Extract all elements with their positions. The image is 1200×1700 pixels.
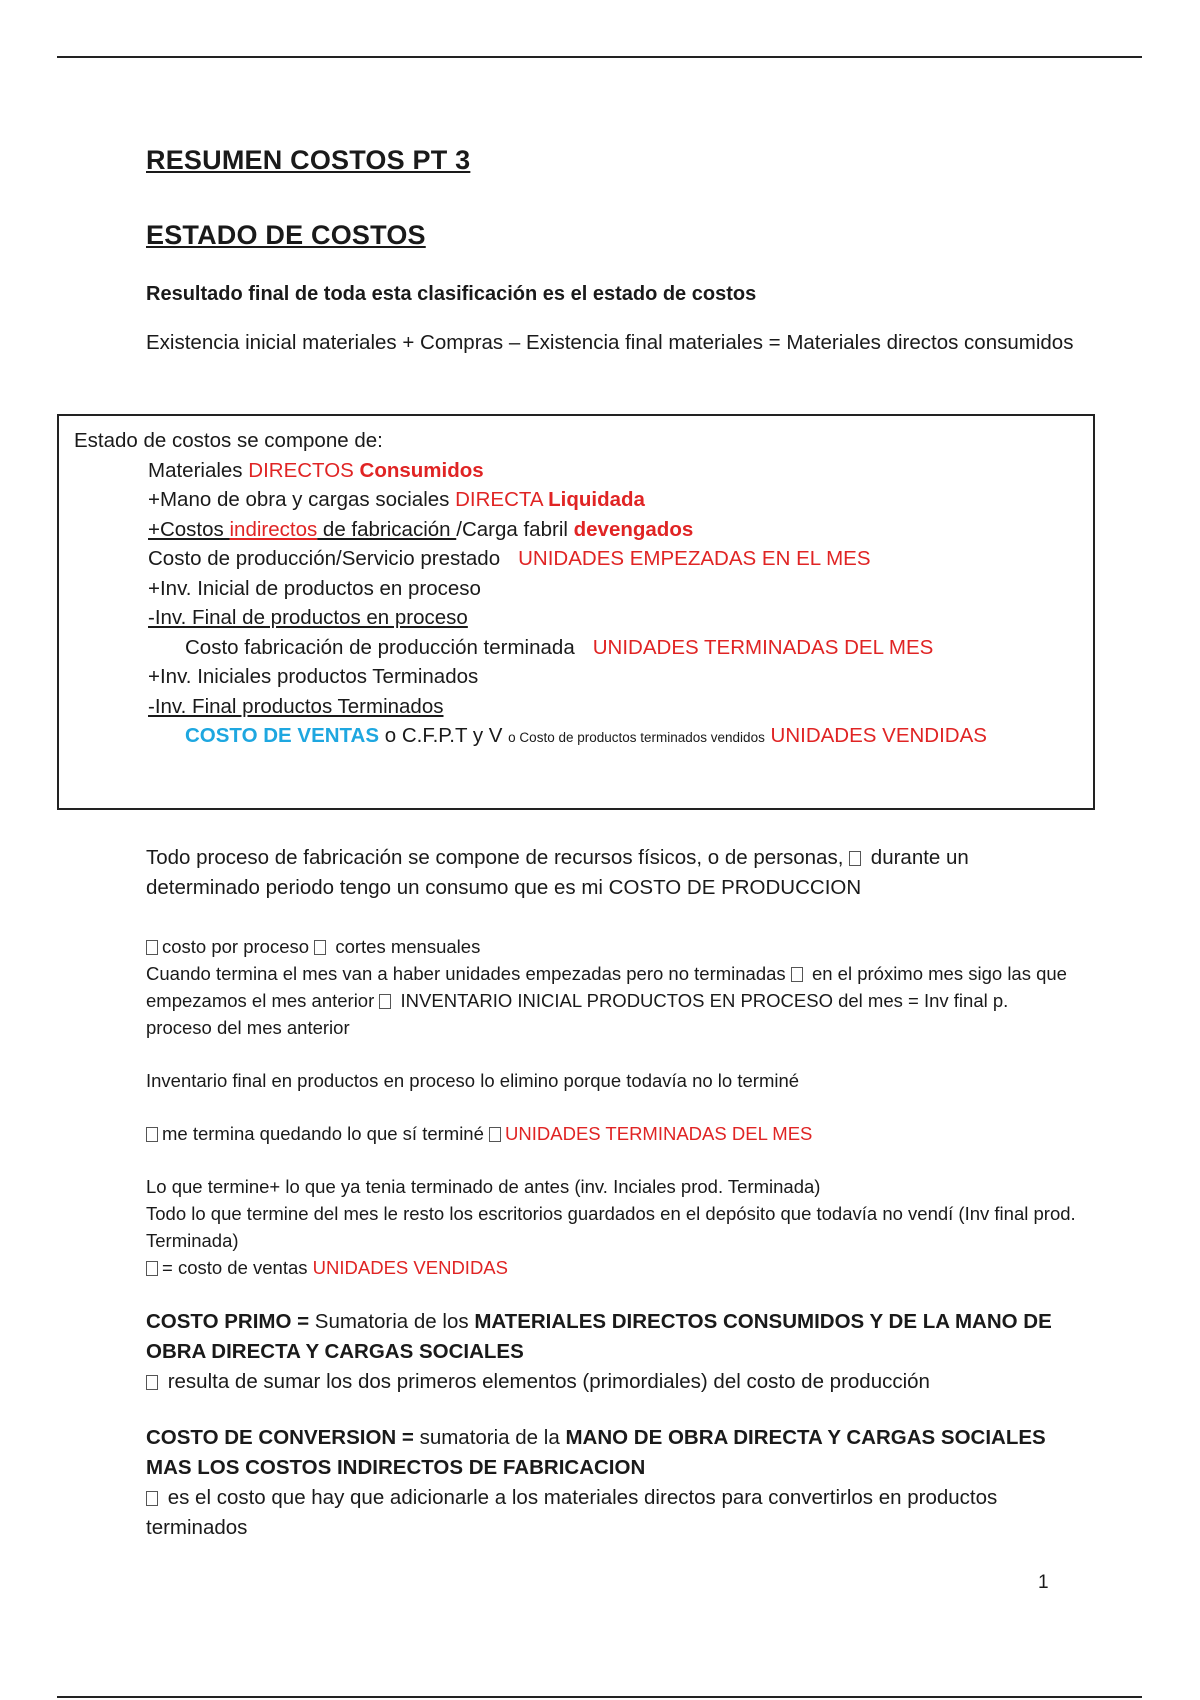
lead-text: Resultado final de toda esta clasificación es el estado de costos (146, 283, 757, 305)
text-red-bold: Liquidada (548, 488, 645, 511)
top-rule (57, 56, 1142, 58)
text: -Inv. Final productos Terminados (148, 694, 444, 718)
arrow-symbol-icon (146, 1261, 158, 1276)
line-inv-initial-finished: +Inv. Iniciales productos Terminados (148, 665, 479, 688)
page-title: RESUMEN COSTOS PT 3 (146, 145, 471, 175)
section-title: ESTADO DE COSTOS (146, 220, 426, 250)
paragraph-sales (146, 1173, 1076, 1281)
arrow-symbol-icon (314, 940, 326, 955)
text: en el próximo mes sigo las que empezamos el mes anterior (146, 963, 1067, 1011)
text-red: UNIDADES TERMINADAS DEL MES (592, 635, 934, 659)
page-number: 1 (1038, 1572, 1049, 1593)
line-inv-initial-process: +Inv. Inicial de productos en proceso (148, 576, 481, 600)
text: resulta de sumar los dos primeros elementos (primordiales) del costo de producción (162, 1370, 930, 1393)
text-red: UNIDADES TERMINADAS DEL MES (505, 1123, 813, 1144)
text: Todo proceso de fabricación se compone de recursos físicos, o de personas, (146, 846, 844, 869)
arrow-symbol-icon (379, 994, 391, 1009)
bottom-rule (57, 1696, 1142, 1698)
text: durante un determinado periodo tengo un consumo que es mi COSTO DE PRODUCCION (146, 846, 969, 899)
materials-formula: Existencia inicial materiales + Compras – Existencia final materiales = Materiales directos consumidos (146, 331, 1074, 354)
text-red: indirectos (229, 517, 318, 541)
text: Cuando termina el mes van a haber unidades empezadas pero no terminadas (146, 963, 786, 984)
text: me termina quedando lo que sí terminé (162, 1123, 484, 1144)
arrow-symbol-icon (146, 1375, 158, 1390)
arrow-symbol-icon (146, 1127, 158, 1142)
text-red: UNIDADES VENDIDAS (764, 724, 987, 747)
text: Materiales (148, 458, 249, 482)
text-bold: COSTO DE CONVERSION = (146, 1426, 420, 1449)
text-red: DIRECTA (455, 488, 549, 511)
text: es el costo que hay que adicionarle a los materiales directos para convertirlos en productos terminados (146, 1486, 998, 1539)
arrow-symbol-icon (146, 1491, 158, 1506)
document-header (146, 145, 1076, 358)
text: +Mano de obra y cargas sociales (148, 488, 456, 511)
line-inv-final-process (74, 603, 1074, 633)
text: sumatoria de la (419, 1426, 566, 1449)
line-materials (74, 456, 1074, 486)
text: Sumatoria de los (314, 1310, 475, 1333)
arrow-symbol-icon (791, 967, 803, 982)
paragraph-finished (146, 1120, 1076, 1147)
arrow-symbol-icon (489, 1127, 501, 1142)
text: +Costos (148, 517, 230, 541)
text-red: DIRECTOS (248, 458, 360, 482)
text: o C.F.P.T y V (379, 724, 509, 747)
paragraph-prime-cost (146, 1307, 1076, 1397)
line-production-cost (74, 544, 1074, 574)
line-labor (74, 485, 1074, 515)
text-red-bold: devengados (573, 517, 694, 541)
text: de fabricación (317, 517, 457, 541)
cost-statement-box (57, 414, 1095, 810)
text-bold: COSTO PRIMO = (146, 1310, 315, 1333)
text-red-bold: Consumidos (359, 458, 484, 482)
text: /Carga fabril (456, 517, 574, 541)
text-bold: MATERIALES DIRECTOS CONSUMIDOS Y DE LA MANO DE OBRA DIRECTA Y CARGAS SOCIALES (146, 1310, 1052, 1363)
text: costo por proceso (162, 936, 310, 957)
arrow-symbol-icon (146, 940, 158, 955)
line-inv-final-finished (74, 692, 1074, 722)
text-blue: COSTO DE VENTAS (185, 724, 380, 747)
text: -Inv. Final de productos en proceso (148, 606, 468, 629)
text: cortes mensuales (330, 936, 481, 957)
paragraph-final-inventory: Inventario final en productos en proceso lo elimino porque todavía no lo terminé (146, 1070, 800, 1091)
text-red: UNIDADES EMPEZADAS EN EL MES (518, 547, 871, 570)
text: Lo que termine+ lo que ya tenia terminado de antes (inv. Inciales prod. Terminada) (146, 1176, 821, 1197)
text: INVENTARIO INICIAL PRODUCTOS EN PROCESO del mes = Inv final p. proceso del mes anterior (146, 990, 1009, 1038)
line-indirect (74, 515, 1074, 545)
text: Todo lo que termine del mes le resto los escritorios guardados en el depósito que todavía no vendí (Inv final prod. Terminada) (146, 1203, 1076, 1251)
text-small: o Costo de productos terminados vendidos (508, 730, 765, 745)
arrow-symbol-icon (849, 851, 861, 866)
paragraph-process (146, 933, 1076, 1041)
text-bold: MANO DE OBRA DIRECTA Y CARGAS SOCIALES MAS LOS COSTOS INDIRECTOS DE FABRICACION (146, 1426, 1046, 1479)
text: Costo de producción/Servicio prestado (148, 547, 501, 570)
paragraph-conversion-cost (146, 1423, 1076, 1543)
explanations (146, 843, 1076, 1543)
text: = costo de ventas (162, 1257, 313, 1278)
box-heading: Estado de costos se compone de: (74, 429, 383, 452)
text-red: UNIDADES VENDIDAS (312, 1257, 508, 1278)
text: Costo fabricación de producción terminada (185, 635, 575, 659)
paragraph-production (146, 843, 1076, 903)
line-cost-of-sales (74, 721, 1074, 753)
line-finished-cost (74, 633, 1074, 663)
